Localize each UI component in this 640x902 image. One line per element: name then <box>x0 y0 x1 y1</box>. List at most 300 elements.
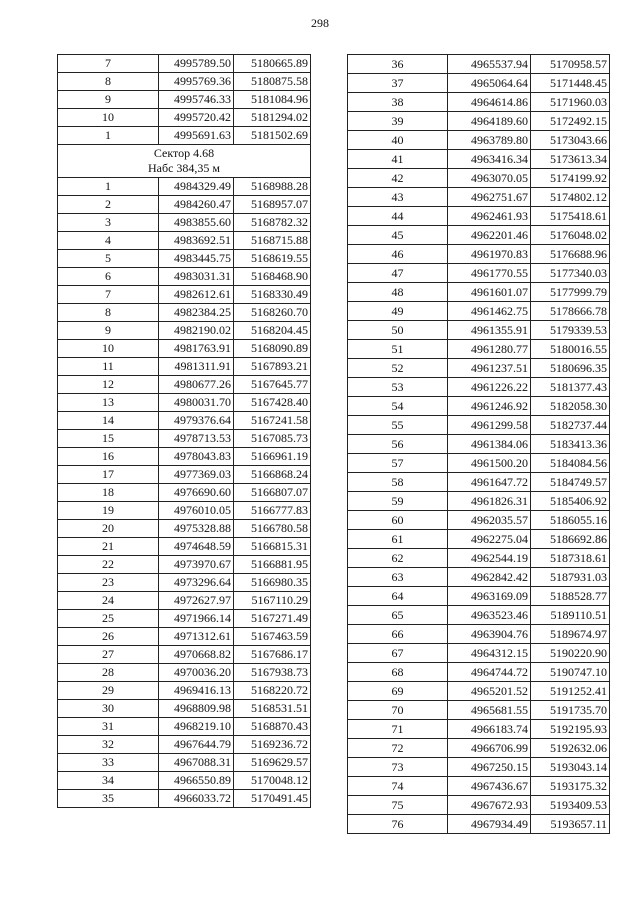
table-row <box>58 340 311 358</box>
table-row <box>348 302 610 321</box>
point-number-cell: 54 <box>348 397 448 416</box>
x-coordinate-cell: 4964189.60 <box>448 112 531 131</box>
x-coordinate-cell: 4978713.53 <box>159 430 234 448</box>
y-coordinate-cell: 5181294.02 <box>234 109 311 127</box>
y-coordinate-cell: 5182737.44 <box>531 416 610 435</box>
table-row <box>348 606 610 625</box>
point-number-cell: 58 <box>348 473 448 492</box>
table-row <box>348 568 610 587</box>
point-number-cell: 6 <box>58 268 159 286</box>
y-coordinate-cell: 5181502.69 <box>234 127 311 145</box>
y-coordinate-cell: 5168090.89 <box>234 340 311 358</box>
point-number-cell: 48 <box>348 283 448 302</box>
y-coordinate-cell: 5167110.29 <box>234 592 311 610</box>
table-row <box>348 644 610 663</box>
table-row <box>348 473 610 492</box>
table-row <box>58 73 311 91</box>
y-coordinate-cell: 5168330.49 <box>234 286 311 304</box>
point-number-cell: 41 <box>348 150 448 169</box>
y-coordinate-cell: 5183413.36 <box>531 435 610 454</box>
y-coordinate-cell: 5193175.32 <box>531 777 610 796</box>
point-number-cell: 56 <box>348 435 448 454</box>
y-coordinate-cell: 5186055.16 <box>531 511 610 530</box>
y-coordinate-cell: 5193409.53 <box>531 796 610 815</box>
table-row <box>58 127 311 145</box>
table-row <box>348 701 610 720</box>
y-coordinate-cell: 5166777.83 <box>234 502 311 520</box>
x-coordinate-cell: 4961237.51 <box>448 359 531 378</box>
point-number-cell: 24 <box>58 592 159 610</box>
x-coordinate-cell: 4962461.93 <box>448 207 531 226</box>
table-row <box>58 556 311 574</box>
table-row <box>348 587 610 606</box>
table-row <box>58 376 311 394</box>
x-coordinate-cell: 4966550.89 <box>159 772 234 790</box>
y-coordinate-cell: 5168204.45 <box>234 322 311 340</box>
x-coordinate-cell: 4962544.19 <box>448 549 531 568</box>
x-coordinate-cell: 4976010.05 <box>159 502 234 520</box>
table-row <box>58 412 311 430</box>
y-coordinate-cell: 5187931.03 <box>531 568 610 587</box>
table-row <box>58 538 311 556</box>
x-coordinate-cell: 4964614.86 <box>448 93 531 112</box>
point-number-cell: 63 <box>348 568 448 587</box>
table-row <box>58 268 311 286</box>
point-number-cell: 1 <box>58 127 159 145</box>
table-row <box>348 378 610 397</box>
point-number-cell: 47 <box>348 264 448 283</box>
table-row <box>58 484 311 502</box>
y-coordinate-cell: 5171960.03 <box>531 93 610 112</box>
table-row <box>58 286 311 304</box>
x-coordinate-cell: 4968219.10 <box>159 718 234 736</box>
y-coordinate-cell: 5169629.57 <box>234 754 311 772</box>
y-coordinate-cell: 5190747.10 <box>531 663 610 682</box>
x-coordinate-cell: 4961280.77 <box>448 340 531 359</box>
y-coordinate-cell: 5174802.12 <box>531 188 610 207</box>
x-coordinate-cell: 4984260.47 <box>159 196 234 214</box>
point-number-cell: 18 <box>58 484 159 502</box>
table-row <box>58 91 311 109</box>
point-number-cell: 55 <box>348 416 448 435</box>
table-row <box>348 245 610 264</box>
point-number-cell: 11 <box>58 358 159 376</box>
y-coordinate-cell: 5192195.93 <box>531 720 610 739</box>
x-coordinate-cell: 4961826.31 <box>448 492 531 511</box>
y-coordinate-cell: 5168260.70 <box>234 304 311 322</box>
table-row <box>58 772 311 790</box>
left-table-top-rows <box>58 55 311 145</box>
section-subtitle: Набс 384,35 м <box>147 161 221 175</box>
x-coordinate-cell: 4967250.15 <box>448 758 531 777</box>
y-coordinate-cell: 5167938.73 <box>234 664 311 682</box>
y-coordinate-cell: 5167463.59 <box>234 628 311 646</box>
x-coordinate-cell: 4976690.60 <box>159 484 234 502</box>
x-coordinate-cell: 4961970.83 <box>448 245 531 264</box>
point-number-cell: 9 <box>58 91 159 109</box>
point-number-cell: 64 <box>348 587 448 606</box>
x-coordinate-cell: 4965064.64 <box>448 74 531 93</box>
table-row <box>58 358 311 376</box>
y-coordinate-cell: 5182058.30 <box>531 397 610 416</box>
table-row <box>58 466 311 484</box>
point-number-cell: 14 <box>58 412 159 430</box>
table-row <box>348 511 610 530</box>
y-coordinate-cell: 5191735.70 <box>531 701 610 720</box>
point-number-cell: 50 <box>348 321 448 340</box>
table-row <box>348 530 610 549</box>
point-number-cell: 26 <box>58 628 159 646</box>
point-number-cell: 34 <box>58 772 159 790</box>
table-row <box>348 815 610 834</box>
x-coordinate-cell: 4963904.76 <box>448 625 531 644</box>
y-coordinate-cell: 5180016.55 <box>531 340 610 359</box>
x-coordinate-cell: 4962842.42 <box>448 568 531 587</box>
table-row <box>348 340 610 359</box>
y-coordinate-cell: 5180665.89 <box>234 55 311 73</box>
table-row <box>348 169 610 188</box>
table-row <box>58 304 311 322</box>
y-coordinate-cell: 5176688.96 <box>531 245 610 264</box>
table-row <box>58 718 311 736</box>
y-coordinate-cell: 5168988.28 <box>234 178 311 196</box>
x-coordinate-cell: 4982190.02 <box>159 322 234 340</box>
x-coordinate-cell: 4962201.46 <box>448 226 531 245</box>
y-coordinate-cell: 5187318.61 <box>531 549 610 568</box>
point-number-cell: 45 <box>348 226 448 245</box>
x-coordinate-cell: 4983855.60 <box>159 214 234 232</box>
y-coordinate-cell: 5193043.14 <box>531 758 610 777</box>
y-coordinate-cell: 5179339.53 <box>531 321 610 340</box>
section-header-cell <box>58 145 311 178</box>
y-coordinate-cell: 5168619.55 <box>234 250 311 268</box>
y-coordinate-cell: 5167271.49 <box>234 610 311 628</box>
table-row <box>348 226 610 245</box>
page-number: 298 <box>311 16 329 30</box>
table-row <box>58 430 311 448</box>
y-coordinate-cell: 5185406.92 <box>531 492 610 511</box>
table-row <box>58 502 311 520</box>
y-coordinate-cell: 5168870.43 <box>234 718 311 736</box>
point-number-cell: 51 <box>348 340 448 359</box>
point-number-cell: 49 <box>348 302 448 321</box>
point-number-cell: 33 <box>58 754 159 772</box>
table-row <box>348 131 610 150</box>
table-row <box>58 646 311 664</box>
x-coordinate-cell: 4965537.94 <box>448 55 531 74</box>
x-coordinate-cell: 4962751.67 <box>448 188 531 207</box>
x-coordinate-cell: 4961462.75 <box>448 302 531 321</box>
table-row <box>58 700 311 718</box>
table-row <box>58 448 311 466</box>
point-number-cell: 30 <box>58 700 159 718</box>
section-title: Сектор 4.68 <box>153 146 215 160</box>
y-coordinate-cell: 5190220.90 <box>531 644 610 663</box>
table-row <box>348 74 610 93</box>
x-coordinate-cell: 4963523.46 <box>448 606 531 625</box>
y-coordinate-cell: 5167645.77 <box>234 376 311 394</box>
point-number-cell: 46 <box>348 245 448 264</box>
point-number-cell: 60 <box>348 511 448 530</box>
y-coordinate-cell: 5184084.56 <box>531 454 610 473</box>
y-coordinate-cell: 5186692.86 <box>531 530 610 549</box>
point-number-cell: 29 <box>58 682 159 700</box>
x-coordinate-cell: 4980677.26 <box>159 376 234 394</box>
x-coordinate-cell: 4983692.51 <box>159 232 234 250</box>
point-number-cell: 22 <box>58 556 159 574</box>
y-coordinate-cell: 5167428.40 <box>234 394 311 412</box>
point-number-cell: 69 <box>348 682 448 701</box>
table-row <box>348 321 610 340</box>
x-coordinate-cell: 4963789.80 <box>448 131 531 150</box>
y-coordinate-cell: 5170491.45 <box>234 790 311 808</box>
point-number-cell: 39 <box>348 112 448 131</box>
y-coordinate-cell: 5166881.95 <box>234 556 311 574</box>
point-number-cell: 20 <box>58 520 159 538</box>
point-number-cell: 38 <box>348 93 448 112</box>
x-coordinate-cell: 4967934.49 <box>448 815 531 834</box>
table-row <box>58 250 311 268</box>
x-coordinate-cell: 4970036.20 <box>159 664 234 682</box>
y-coordinate-cell: 5167686.17 <box>234 646 311 664</box>
point-number-cell: 25 <box>58 610 159 628</box>
point-number-cell: 52 <box>348 359 448 378</box>
x-coordinate-cell: 4962275.04 <box>448 530 531 549</box>
left-table-rows <box>58 178 311 808</box>
table-row <box>348 93 610 112</box>
x-coordinate-cell: 4995691.63 <box>159 127 234 145</box>
table-row <box>348 777 610 796</box>
point-number-cell: 27 <box>58 646 159 664</box>
point-number-cell: 36 <box>348 55 448 74</box>
x-coordinate-cell: 4961384.06 <box>448 435 531 454</box>
point-number-cell: 13 <box>58 394 159 412</box>
x-coordinate-cell: 4963169.09 <box>448 587 531 606</box>
x-coordinate-cell: 4962035.57 <box>448 511 531 530</box>
table-row <box>58 574 311 592</box>
point-number-cell: 7 <box>58 286 159 304</box>
y-coordinate-cell: 5170958.57 <box>531 55 610 74</box>
y-coordinate-cell: 5166807.07 <box>234 484 311 502</box>
x-coordinate-cell: 4979376.64 <box>159 412 234 430</box>
y-coordinate-cell: 5189674.97 <box>531 625 610 644</box>
point-number-cell: 35 <box>58 790 159 808</box>
y-coordinate-cell: 5166780.58 <box>234 520 311 538</box>
y-coordinate-cell: 5193657.11 <box>531 815 610 834</box>
point-number-cell: 19 <box>58 502 159 520</box>
x-coordinate-cell: 4963070.05 <box>448 169 531 188</box>
point-number-cell: 1 <box>58 178 159 196</box>
point-number-cell: 42 <box>348 169 448 188</box>
point-number-cell: 75 <box>348 796 448 815</box>
point-number-cell: 68 <box>348 663 448 682</box>
x-coordinate-cell: 4967436.67 <box>448 777 531 796</box>
point-number-cell: 8 <box>58 304 159 322</box>
x-coordinate-cell: 4961500.20 <box>448 454 531 473</box>
x-coordinate-cell: 4995789.50 <box>159 55 234 73</box>
table-row <box>348 435 610 454</box>
x-coordinate-cell: 4967644.79 <box>159 736 234 754</box>
table-row <box>58 754 311 772</box>
coordinates-table-left <box>57 54 311 808</box>
table-row <box>348 112 610 131</box>
y-coordinate-cell: 5169236.72 <box>234 736 311 754</box>
point-number-cell: 32 <box>58 736 159 754</box>
point-number-cell: 17 <box>58 466 159 484</box>
table-row <box>348 397 610 416</box>
point-number-cell: 8 <box>58 73 159 91</box>
table-row <box>58 394 311 412</box>
x-coordinate-cell: 4964744.72 <box>448 663 531 682</box>
x-coordinate-cell: 4982612.61 <box>159 286 234 304</box>
point-number-cell: 4 <box>58 232 159 250</box>
right-table-rows <box>348 55 610 834</box>
point-number-cell: 10 <box>58 340 159 358</box>
table-row <box>58 109 311 127</box>
y-coordinate-cell: 5168220.72 <box>234 682 311 700</box>
point-number-cell: 67 <box>348 644 448 663</box>
point-number-cell: 66 <box>348 625 448 644</box>
x-coordinate-cell: 4961299.58 <box>448 416 531 435</box>
y-coordinate-cell: 5180696.35 <box>531 359 610 378</box>
x-coordinate-cell: 4963416.34 <box>448 150 531 169</box>
x-coordinate-cell: 4966706.99 <box>448 739 531 758</box>
y-coordinate-cell: 5168715.88 <box>234 232 311 250</box>
point-number-cell: 7 <box>58 55 159 73</box>
x-coordinate-cell: 4973970.67 <box>159 556 234 574</box>
x-coordinate-cell: 4983445.75 <box>159 250 234 268</box>
table-row <box>348 359 610 378</box>
table-row <box>58 610 311 628</box>
x-coordinate-cell: 4981763.91 <box>159 340 234 358</box>
point-number-cell: 37 <box>348 74 448 93</box>
point-number-cell: 62 <box>348 549 448 568</box>
table-row <box>58 178 311 196</box>
point-number-cell: 74 <box>348 777 448 796</box>
x-coordinate-cell: 4961770.55 <box>448 264 531 283</box>
table-row <box>58 196 311 214</box>
table-row <box>348 188 610 207</box>
table-row <box>348 150 610 169</box>
point-number-cell: 43 <box>348 188 448 207</box>
y-coordinate-cell: 5171448.45 <box>531 74 610 93</box>
y-coordinate-cell: 5166868.24 <box>234 466 311 484</box>
section-header-row <box>58 145 311 178</box>
table-row <box>58 232 311 250</box>
table-row <box>348 720 610 739</box>
table-row <box>58 790 311 808</box>
table-row <box>348 55 610 74</box>
x-coordinate-cell: 4972627.97 <box>159 592 234 610</box>
table-row <box>348 758 610 777</box>
x-coordinate-cell: 4973296.64 <box>159 574 234 592</box>
x-coordinate-cell: 4968809.98 <box>159 700 234 718</box>
point-number-cell: 9 <box>58 322 159 340</box>
y-coordinate-cell: 5181377.43 <box>531 378 610 397</box>
x-coordinate-cell: 4982384.25 <box>159 304 234 322</box>
x-coordinate-cell: 4980031.70 <box>159 394 234 412</box>
table-row <box>348 549 610 568</box>
y-coordinate-cell: 5167085.73 <box>234 430 311 448</box>
x-coordinate-cell: 4978043.83 <box>159 448 234 466</box>
x-coordinate-cell: 4965681.55 <box>448 701 531 720</box>
y-coordinate-cell: 5166980.35 <box>234 574 311 592</box>
table-row <box>58 682 311 700</box>
x-coordinate-cell: 4984329.49 <box>159 178 234 196</box>
y-coordinate-cell: 5191252.41 <box>531 682 610 701</box>
x-coordinate-cell: 4971312.61 <box>159 628 234 646</box>
point-number-cell: 10 <box>58 109 159 127</box>
x-coordinate-cell: 4961246.92 <box>448 397 531 416</box>
point-number-cell: 44 <box>348 207 448 226</box>
table-row <box>58 322 311 340</box>
point-number-cell: 57 <box>348 454 448 473</box>
point-number-cell: 31 <box>58 718 159 736</box>
y-coordinate-cell: 5174199.92 <box>531 169 610 188</box>
table-row <box>348 739 610 758</box>
x-coordinate-cell: 4974648.59 <box>159 538 234 556</box>
y-coordinate-cell: 5167241.58 <box>234 412 311 430</box>
point-number-cell: 65 <box>348 606 448 625</box>
x-coordinate-cell: 4965201.52 <box>448 682 531 701</box>
table-row <box>58 736 311 754</box>
y-coordinate-cell: 5166815.31 <box>234 538 311 556</box>
table-row <box>348 663 610 682</box>
table-row <box>348 492 610 511</box>
y-coordinate-cell: 5168468.90 <box>234 268 311 286</box>
y-coordinate-cell: 5168531.51 <box>234 700 311 718</box>
x-coordinate-cell: 4961601.07 <box>448 283 531 302</box>
x-coordinate-cell: 4969416.13 <box>159 682 234 700</box>
y-coordinate-cell: 5176048.02 <box>531 226 610 245</box>
y-coordinate-cell: 5181084.96 <box>234 91 311 109</box>
y-coordinate-cell: 5180875.58 <box>234 73 311 91</box>
point-number-cell: 15 <box>58 430 159 448</box>
y-coordinate-cell: 5177340.03 <box>531 264 610 283</box>
table-row <box>58 55 311 73</box>
point-number-cell: 61 <box>348 530 448 549</box>
point-number-cell: 12 <box>58 376 159 394</box>
y-coordinate-cell: 5173043.66 <box>531 131 610 150</box>
y-coordinate-cell: 5189110.51 <box>531 606 610 625</box>
y-coordinate-cell: 5178666.78 <box>531 302 610 321</box>
point-number-cell: 40 <box>348 131 448 150</box>
x-coordinate-cell: 4964312.15 <box>448 644 531 663</box>
point-number-cell: 28 <box>58 664 159 682</box>
table-row <box>58 628 311 646</box>
x-coordinate-cell: 4977369.03 <box>159 466 234 484</box>
table-row <box>348 207 610 226</box>
x-coordinate-cell: 4995746.33 <box>159 91 234 109</box>
table-row <box>58 520 311 538</box>
table-row <box>58 592 311 610</box>
coordinates-table-right <box>347 54 610 834</box>
y-coordinate-cell: 5170048.12 <box>234 772 311 790</box>
point-number-cell: 5 <box>58 250 159 268</box>
x-coordinate-cell: 4967672.93 <box>448 796 531 815</box>
point-number-cell: 3 <box>58 214 159 232</box>
point-number-cell: 59 <box>348 492 448 511</box>
table-row <box>348 416 610 435</box>
y-coordinate-cell: 5192632.06 <box>531 739 610 758</box>
table-row <box>348 682 610 701</box>
table-row <box>58 664 311 682</box>
y-coordinate-cell: 5175418.61 <box>531 207 610 226</box>
y-coordinate-cell: 5167893.21 <box>234 358 311 376</box>
x-coordinate-cell: 4975328.88 <box>159 520 234 538</box>
point-number-cell: 76 <box>348 815 448 834</box>
y-coordinate-cell: 5172492.15 <box>531 112 610 131</box>
